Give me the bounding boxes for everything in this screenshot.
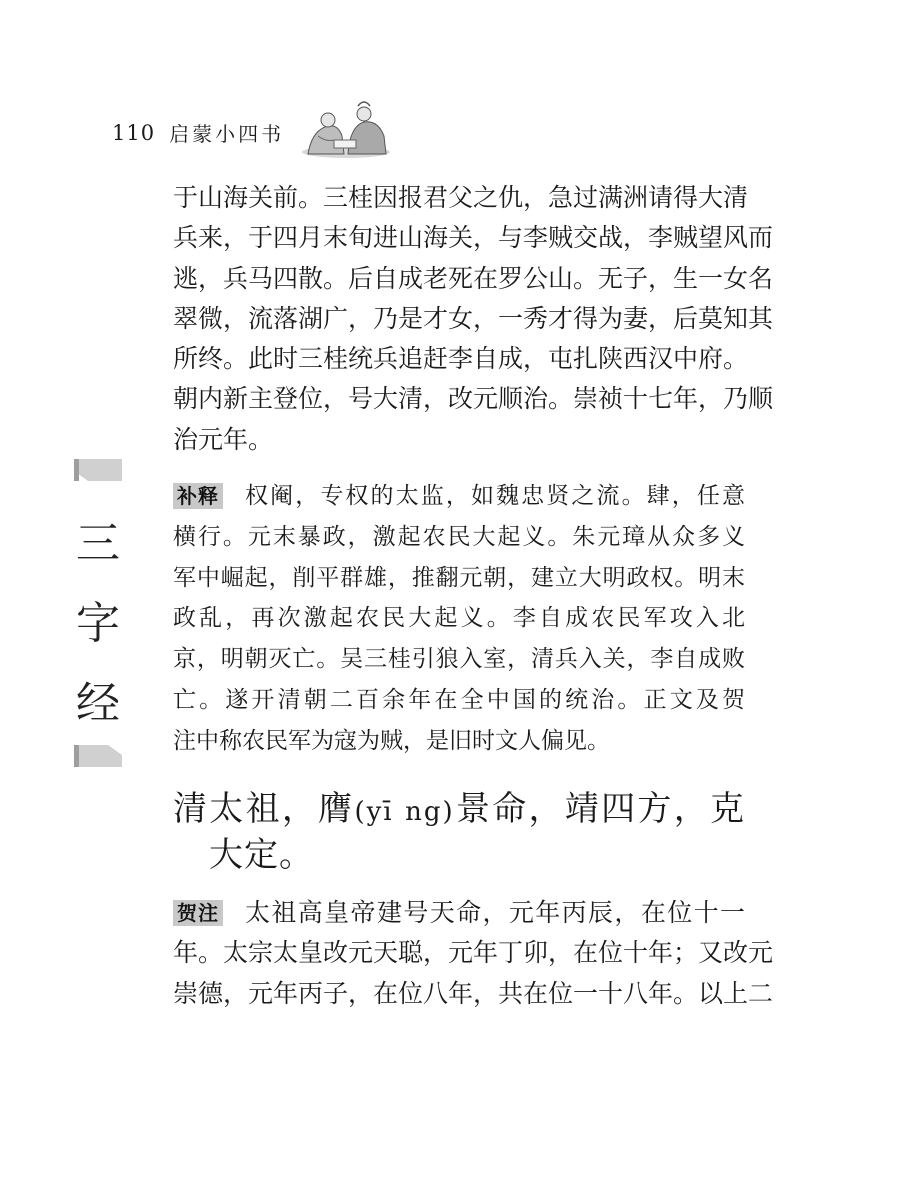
running-header: [112, 118, 284, 147]
commentary-line: [173, 893, 745, 933]
note-text: 权阉，专权的太监，如魏忠贤之流。肆，任意: [245, 483, 745, 510]
page-number: 110: [112, 120, 156, 145]
side-section-label: [70, 455, 126, 775]
commentary-text: 太祖高皇帝建号天命，元年丙辰，在位十一: [245, 898, 745, 927]
passage-line: 所终。此时三桂统兵追赶李自成，屯扎陕西汉中府。: [173, 344, 749, 374]
commentary-note: [173, 893, 774, 1014]
passage-paragraph: [173, 178, 774, 460]
bracket-top-icon: [74, 459, 122, 481]
verse-text: 景命，靖四方，克: [454, 789, 745, 829]
book-title: 启蒙小四书: [169, 122, 285, 146]
verse-text: 清太祖，膺: [173, 789, 355, 829]
note-line: 京，明朝灭亡。吴三桂引狼入室，清兵入关，李自成败: [173, 646, 745, 673]
passage-line: 治元年。: [173, 424, 274, 454]
commentary-line: 年。太宗太皇改元天聪，元年丁卯，在位十年；又改元: [173, 938, 774, 968]
passage-line: 翠微，流落湖广，乃是才女，一秀才得为妻，后莫知其: [173, 303, 774, 333]
verse-heading: [173, 786, 745, 878]
note-line: 亡。遂开清朝二百余年在全中国的统治。正文及贺: [173, 687, 745, 714]
passage-line: 逃，兵马四散。后自成老死在罗公山。无子，生一女名: [173, 263, 774, 293]
note-line: [173, 476, 745, 517]
note-line: 军中崛起，削平群雄，推翻元朝，建立大明政权。明末: [173, 564, 745, 591]
pinyin-annotation: (yī ng): [354, 797, 455, 827]
note-line: 政乱，再次激起农民大起义。李自成农民军攻入北: [173, 605, 745, 632]
passage-line: 兵来，于四月末旬进山海关，与李贼交战，李贼望风而: [173, 223, 774, 253]
side-char: 字: [76, 598, 120, 649]
verse-line: 大定。: [209, 835, 314, 875]
verse-line: [173, 786, 745, 832]
commentary-line: 崇德，元年丙子，在位八年，共在位一十八年。以上二: [173, 978, 774, 1008]
bracket-bottom-icon: [74, 745, 122, 767]
passage-line: 于山海关前。三桂因报君父之仇，急过满洲请得大清: [173, 183, 749, 212]
commentary-tag: 贺注: [173, 900, 223, 926]
main-passage: [173, 178, 774, 762]
scholars-illustration-icon: [298, 96, 394, 160]
passage-line: 朝内新主登位，号大清，改元顺治。崇祯十七年，乃顺: [173, 384, 774, 414]
side-char: 三: [76, 518, 120, 569]
note-line: 横行。元末暴政，激起农民大起义。朱元璋从众多义: [173, 523, 745, 550]
supplement-note: [173, 476, 745, 762]
supplement-tag: 补释: [173, 483, 223, 509]
side-char: 经: [76, 678, 120, 729]
note-line: 注中称农民军为寇为贼，是旧时文人偏见。: [173, 727, 610, 754]
